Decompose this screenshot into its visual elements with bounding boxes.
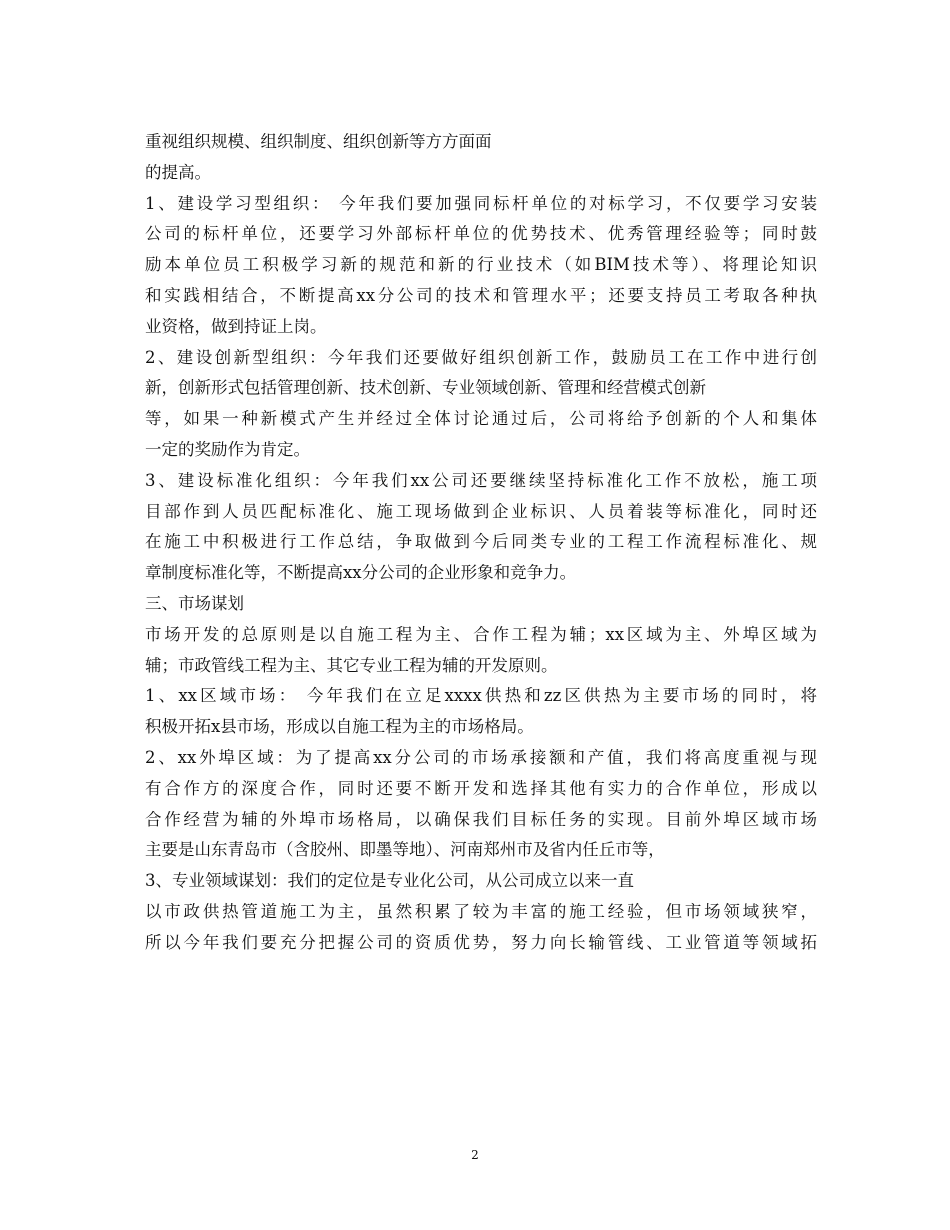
- text-line: 3、专业领域谋划：我们的定位是专业化公司，从公司成立以来一直: [145, 871, 634, 891]
- text-line: 重视组织规模、组织制度、组织创新等方方面面: [145, 132, 492, 151]
- text-line: 合作经营为辅的外埠市场格局，以确保我们目标任务的实现。目前外埠区域市场: [145, 809, 817, 829]
- text-line: 和实践相结合，不断提高xx分公司的技术和管理水平；还要支持员工考取各种执: [145, 285, 817, 305]
- text-line: 市场开发的总原则是以自施工程为主、合作工程为辅；xx区域为主、外埠区域为: [145, 624, 817, 644]
- text-line: 新，创新形式包括管理创新、技术创新、专业领域创新、管理和经营模式创新: [145, 378, 706, 398]
- text-line: 以市政供热管道施工为主，虽然积累了较为丰富的施工经验，但市场领域狭窄，: [145, 901, 817, 921]
- text-line: 等，如果一种新模式产生并经过全体讨论通过后，公司将给予创新的个人和集体: [145, 409, 817, 429]
- text-line: 1、xx区域市场： 今年我们在立足xxxx供热和zz区供热为主要市场的同时，将: [145, 686, 817, 706]
- text-line: 辅；市政管线工程为主、其它专业工程为辅的开发原则。: [145, 655, 558, 675]
- text-line: 主要是山东青岛市（含胶州、即墨等地）、河南郑州市及省内任丘市等，: [145, 840, 665, 860]
- text-line: 1、建设学习型组织： 今年我们要加强同标杆单位的对标学习，不仅要学习安装: [145, 193, 817, 213]
- text-line: 2、xx外埠区域：为了提高xx分公司的市场承接额和产值，我们将高度重视与现: [145, 747, 817, 767]
- text-line: 业资格，做到持证上岗。: [145, 316, 327, 336]
- body-text: [145, 127, 817, 959]
- text-line: 励本单位员工积极学习新的规范和新的行业技术（如BIM技术等）、将理论知识: [145, 255, 817, 275]
- text-line: 2、建设创新型组织：今年我们还要做好组织创新工作，鼓励员工在工作中进行创: [145, 347, 817, 367]
- text-line: 所以今年我们要充分把握公司的资质优势，努力向长输管线、工业管道等领域拓: [145, 932, 817, 952]
- text-line: 公司的标杆单位，还要学习外部标杆单位的优势技术、优秀管理经验等；同时鼓: [145, 224, 817, 244]
- text-line: 有合作方的深度合作，同时还要不断开发和选择其他有实力的合作单位，形成以: [145, 778, 817, 798]
- text-line: 在施工中积极进行工作总结，争取做到今后同类专业的工程工作流程标准化、规: [145, 532, 817, 552]
- section-heading: 三、市场谋划: [145, 593, 244, 613]
- text-line: 积极开拓x县市场，形成以自施工程为主的市场格局。: [145, 717, 534, 737]
- text-line: 章制度标准化等，不断提高xx分公司的企业形象和竞争力。: [145, 563, 577, 583]
- text-line: 一定的奖励作为肯定。: [145, 439, 310, 459]
- text-line: 的提高。: [145, 162, 211, 182]
- page-number: 2: [471, 1148, 479, 1162]
- text-line: 3、建设标准化组织：今年我们xx公司还要继续坚持标准化工作不放松，施工项: [145, 470, 817, 490]
- text-line: 目部作到人员匹配标准化、施工现场做到企业标识、人员着装等标准化，同时还: [145, 501, 817, 521]
